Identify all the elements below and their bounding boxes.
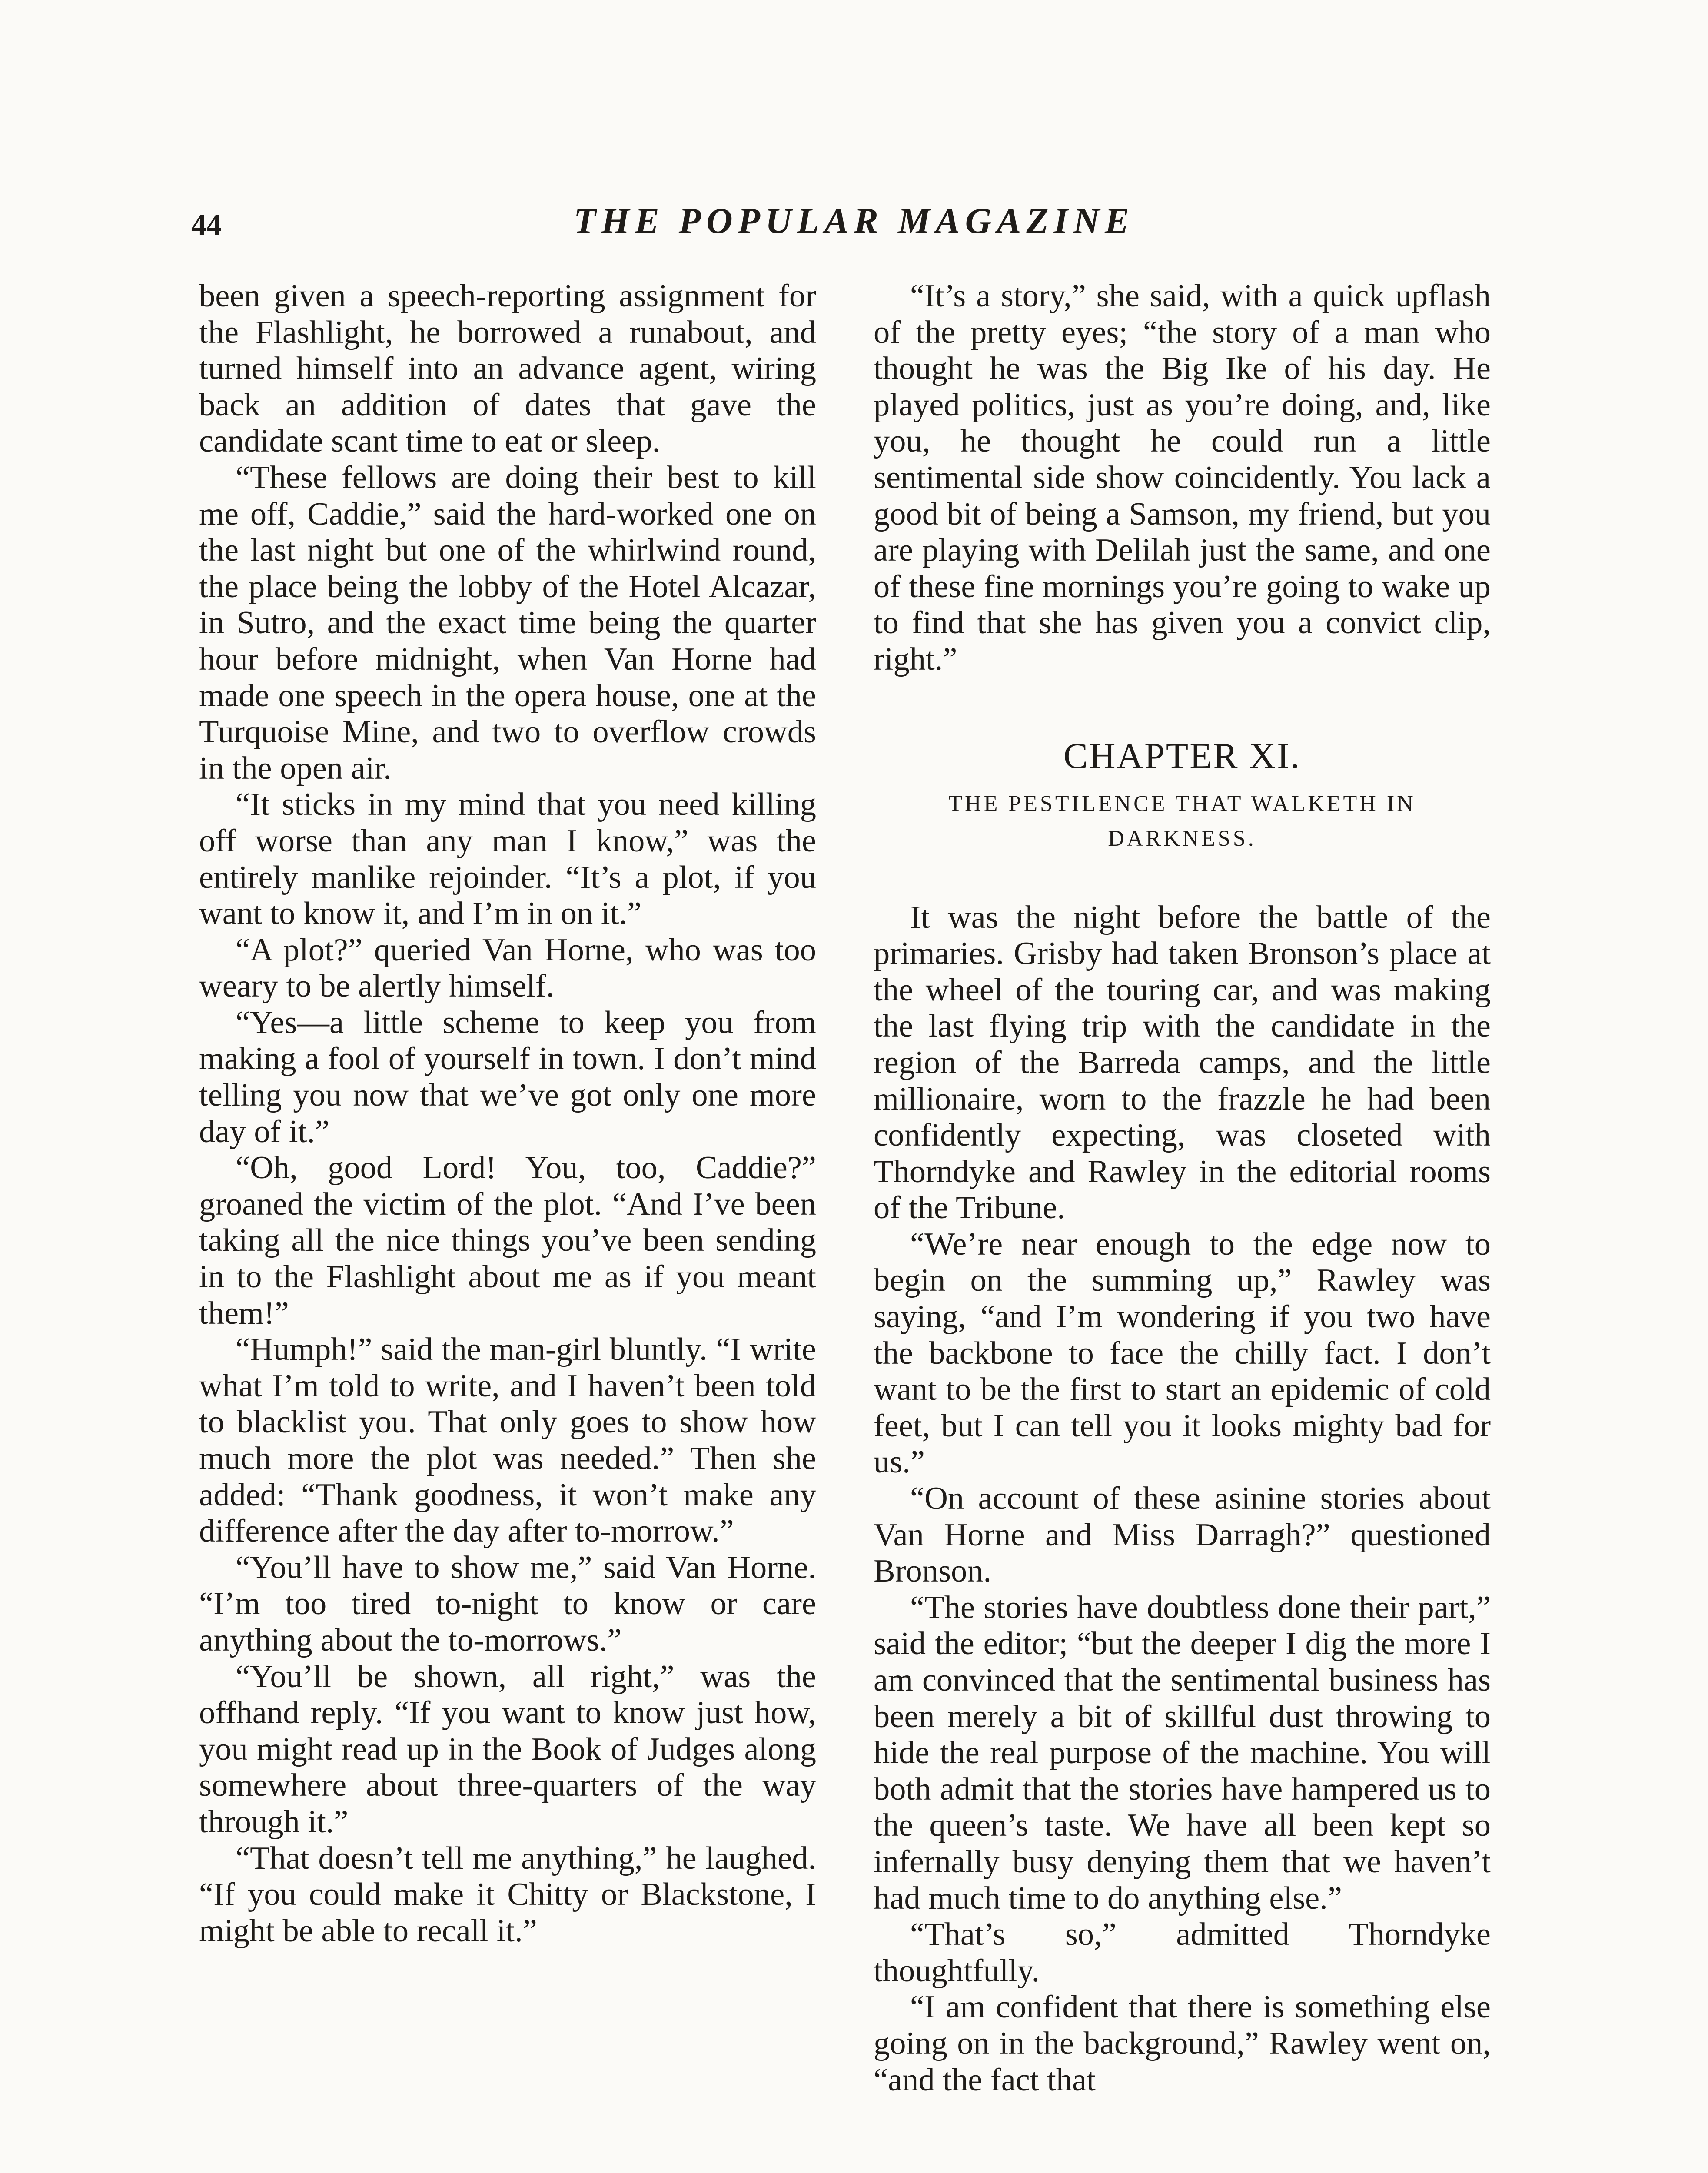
- left-column: [199, 278, 816, 1949]
- paragraph: “The stories have doubtless done their part,” said the editor; “but the deeper I dig the more I am convinced that the sentimental business has been merely a bit of skillful dust throwing to hide the real purpose of the machine. You will both admit that the stories have hampered us to the queen’s taste. We have all been kept so infernally busy denying them that we haven’t had much time to do anything else.”: [874, 1589, 1491, 1916]
- chapter-heading: [874, 730, 1491, 856]
- paragraph: “A plot?” queried Van Horne, who was too weary to be alertly himself.: [199, 932, 816, 1004]
- paragraph: “We’re near enough to the edge now to begin on the summing up,” Rawley was saying, “and I’m wondering if you two have the backbone to face the chilly fact. I don’t want to be the first to start an epidemic of cold feet, but I can tell you it looks mighty bad for us.”: [874, 1226, 1491, 1480]
- paragraph: “It sticks in my mind that you need killing off worse than any man I know,” was the entirely manlike rejoinder. “It’s a plot, if you want to know it, and I’m in on it.”: [199, 787, 816, 932]
- right-column: [874, 278, 1491, 2098]
- paragraph: “Oh, good Lord! You, too, Caddie?” groaned the victim of the plot. “And I’ve been taking all the nice things you’ve been sending in to the Flashlight about me as if you meant them!”: [199, 1150, 816, 1331]
- paragraph: been given a speech-reporting assignment for the Flashlight, he borrowed a runabout, and turned himself into an advance agent, wiring back an addition of dates that gave the candidate scant time to eat or sleep.: [199, 278, 816, 459]
- paragraph: “It’s a story,” she said, with a quick upflash of the pretty eyes; “the story of a man who thought he was the Big Ike of his day. He played politics, just as you’re doing, and, like you, he thought he could run a little sentimental side show coincidently. You lack a good bit of being a Samson, my friend, but you are playing with Delilah just the same, and one of these fine mornings you’re going to wake up to find that she has given you a convict clip, right.”: [874, 278, 1491, 677]
- page-header: [191, 200, 1517, 265]
- paragraph: “Yes—a little scheme to keep you from making a fool of yourself in town. I don’t mind telling you now that we’ve got only one more day of it.”: [199, 1004, 816, 1150]
- paragraph: “That doesn’t tell me anything,” he laughed. “If you could make it Chitty or Blackstone, I might be able to recall it.”: [199, 1840, 816, 1949]
- running-title: THE POPULAR MAGAZINE: [573, 201, 1135, 241]
- paragraph: “On account of these asinine stories about Van Horne and Miss Darragh?” questioned Bronson.: [874, 1481, 1491, 1589]
- paragraph: “These fellows are doing their best to kill me off, Caddie,” said the hard-worked one on the last night but one of the whirlwind round, the place being the lobby of the Hotel Alcazar, in Sutro, and the exact time being the quarter hour before midnight, when Van Horne had made one speech in the opera house, one at the Turquoise Mine, and two to overflow crowds in the open air.: [199, 459, 816, 786]
- chapter-subtitle: THE PESTILENCE THAT WALKETH IN DARKNESS.: [948, 791, 1416, 851]
- paragraph: “Humph!” said the man-girl bluntly. “I write what I’m told to write, and I haven’t been told to blacklist you. That only goes to show how much more the plot was needed.” Then she added: “Thank goodness, it won’t make any difference after the day after to-morrow.”: [199, 1332, 816, 1549]
- paragraph: It was the night before the battle of the primaries. Grisby had taken Bronson’s place at the wheel of the touring car, and was making the last flying trip with the candidate in the region of the Barreda camps, and the little millionaire, worn to the frazzle he had been confidently expecting, was closeted with Thorndyke and Rawley in the editorial rooms of the Tribune.: [874, 899, 1491, 1226]
- page-number: 44: [191, 208, 222, 242]
- chapter-title: CHAPTER XI.: [1063, 735, 1301, 776]
- paragraph: “You’ll have to show me,” said Van Horne. “I’m too tired to-night to know or care anything about the to-morrows.”: [199, 1549, 816, 1658]
- paragraph: “You’ll be shown, all right,” was the offhand reply. “If you want to know just how, you might read up in the Book of Judges along somewhere about three-quarters of the way through it.”: [199, 1658, 816, 1840]
- paragraph: “That’s so,” admitted Thorndyke thoughtfully.: [874, 1917, 1491, 1989]
- paragraph: “I am confident that there is something else going on in the background,” Rawley went on, “and the fact that: [874, 1989, 1491, 2098]
